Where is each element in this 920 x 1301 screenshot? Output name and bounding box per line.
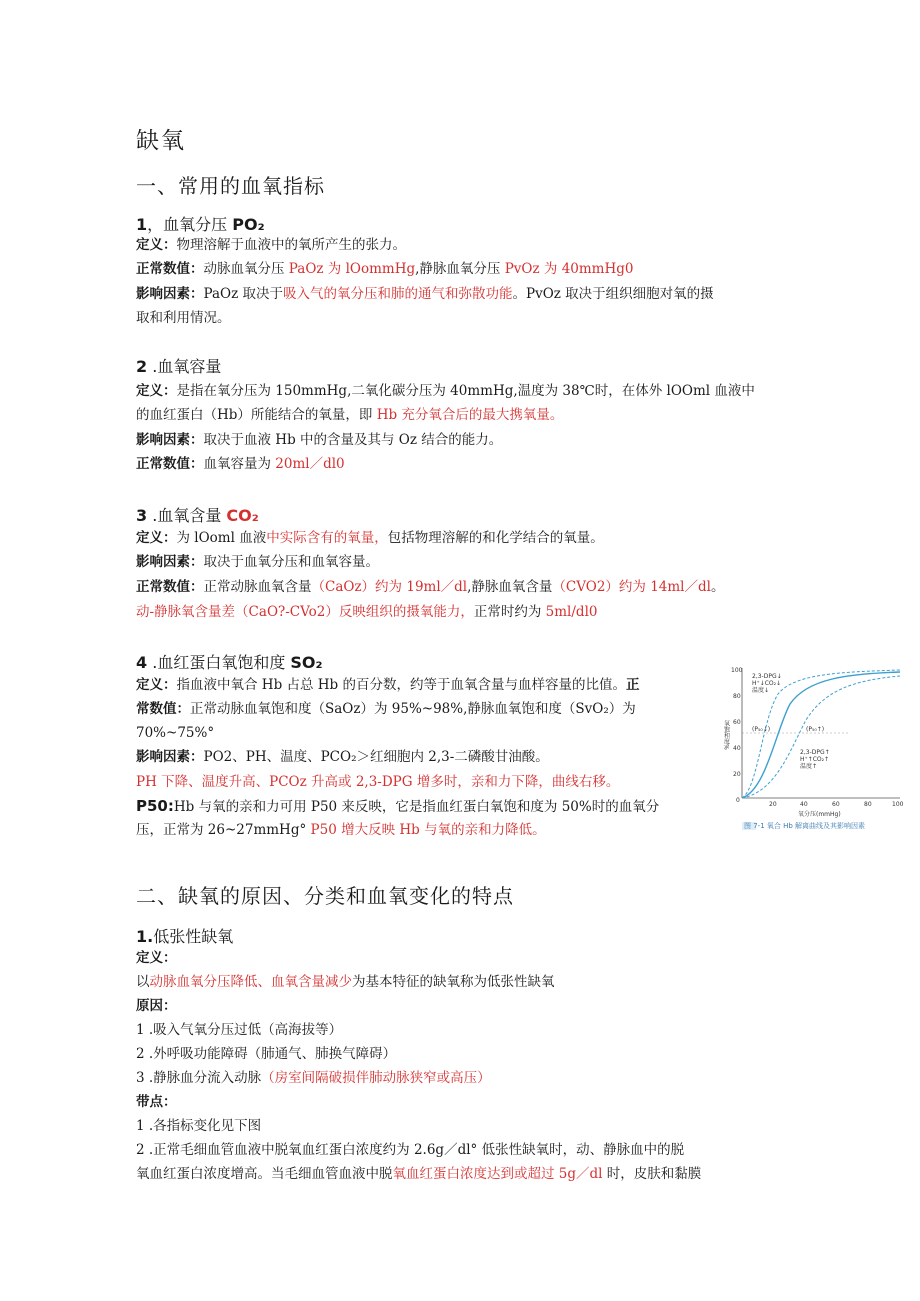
hypotonic-cause-1: 1 .吸入气氧分压过低（高海拔等） [136, 1022, 343, 1038]
content-difference: 动-静脉氧含量差（CaO?-CVo2）反映组织的摄氧能力，正常时约为 5ml/dl0 [136, 604, 598, 620]
po2-definition: 定义：物理溶解于血液中的氧所产生的张力。 [136, 237, 406, 253]
x-tick-40: 40 [800, 801, 808, 808]
y-tick-40: 40 [733, 745, 741, 752]
capacity-definition-cont: 的血红蛋白（Hb）所能结合的氧量，即 Hb 充分氧合后的最大携氧量。 [136, 407, 564, 423]
right-note-3: 温度↑ [800, 763, 818, 770]
so2-heading: 4 .血红蛋白氧饱和度 SO₂ [136, 653, 323, 672]
content-definition: 定义：为 lOoml 血液中实际含有的氧量，包括物理溶解的和化学结合的氧量。 [136, 530, 604, 546]
hypotonic-feature-2: 2 .正常毛细血管血液中脱氧血红蛋白浓度约为 2.6g／dl° 低张性缺氧时，动、静脉血中的脱 [136, 1142, 685, 1158]
x-tick-60: 60 [832, 801, 840, 808]
capacity-definition: 定义：是指在氧分压为 150mmHg,二氧化碳分压为 40mmHg,温度为 38℃时，在体外 lOOml 血液中 [136, 383, 755, 399]
content-normal: 正常数值：正常动脉血氧含量（CaOz）约为 19ml／dl,静脉血氧含量（CVO2）约为 14ml／dl。 [136, 579, 725, 595]
so2-influence: 影响因素：PO2、PH、温度、PCO₂＞红细胞内 2,3-二磷酸甘油酸。 [136, 749, 549, 765]
x-tick-20: 20 [769, 801, 777, 808]
right-note-1: 2,3-DPG↑ [800, 749, 830, 756]
hypotonic-cause-2: 2 .外呼吸功能障碍（肺通气、肺换气障碍） [136, 1046, 397, 1062]
hypotonic-definition: 以动脉血氧分压降低、血氧含量减少为基本特征的缺氧称为低张性缺氧 [136, 974, 555, 990]
y-tick-0: 0 [736, 797, 740, 804]
y-tick-80: 80 [733, 693, 741, 700]
y-tick-100: 100 [731, 667, 743, 674]
so2-p50-cont: 压，正常为 26~27mmHg° P50 增大反映 Hb 与氧的亲和力降低。 [136, 822, 546, 838]
y-axis-label: 氧饱和度% [722, 720, 730, 750]
hypotonic-feature-1: 1 .各指标变化见下图 [136, 1118, 262, 1134]
dissociation-curve-figure [722, 660, 908, 840]
hypotonic-def-label: 定义： [136, 950, 177, 966]
po2-heading: 1，血氧分压 PO₂ [136, 215, 265, 234]
x-axis-label: 氧分压(mmHg) [798, 811, 841, 818]
hypotonic-feature-label: 带点： [136, 1094, 177, 1110]
so2-normal-cont: 70%~75%° [136, 725, 215, 741]
x-tick-80: 80 [864, 801, 872, 808]
left-note-2: H⁺↓CO₂↓ [752, 680, 782, 687]
po2-influence: 影响因素：PaOz 取决于吸入气的氧分压和肺的通气和弥散功能。PvOz 取决于组织细胞对氧的摄 [136, 286, 714, 302]
y-tick-20: 20 [733, 771, 741, 778]
content-heading: 3 .血氧含量 CO₂ [136, 506, 259, 525]
left-note-1: 2,3-DPG↓ [752, 673, 782, 680]
capacity-influence: 影响因素：取决于血液 Hb 中的含量及其与 Oz 结合的能力。 [136, 432, 503, 448]
y-tick-60: 60 [733, 719, 741, 726]
page-title: 缺氧 [136, 128, 186, 154]
capacity-normal: 正常数值：血氧容量为 20ml／dl0 [136, 456, 345, 472]
so2-definition: 定义：指血液中氧合 Hb 占总 Hb 的百分数，约等于血氧含量与血样容量的比值。正 [136, 677, 640, 693]
figure-caption: 图 7-1 氧合 Hb 解离曲线及其影响因素 [744, 822, 866, 830]
hypotonic-cause-label: 原因： [136, 998, 177, 1014]
section1-heading: 一、常用的血氧指标 [136, 174, 325, 198]
so2-normal: 常数值：正常动脉血氧饱和度（SaOz）为 95%~98%,静脉血氧饱和度（SvO₂）为 [136, 701, 636, 717]
content-influence: 影响因素：取决于血氧分压和血氧容量。 [136, 554, 379, 570]
left-note-3: 温度↓ [752, 687, 770, 694]
p50-left-label: (P₅₀↓) [752, 726, 771, 733]
hypotonic-cause-3: 3 .静脉血分流入动脉（房室间隔破损伴肺动脉狭窄或高压） [136, 1070, 491, 1086]
p50-right-label: (P₅₀↑) [806, 726, 825, 733]
section2-heading: 二、缺氧的原因、分类和血氧变化的特点 [136, 884, 514, 908]
po2-influence-cont: 取和利用情况。 [136, 310, 231, 326]
so2-p50: P50:Hb 与氧的亲和力可用 P50 来反映，它是指血红蛋白氧饱和度为 50%时的血氧分 [136, 797, 660, 815]
po2-normal: 正常数值：动脉血氧分压 PaOz 为 lOommHg,静脉血氧分压 PvOz 为 40mmHg0 [136, 261, 634, 277]
hypotonic-feature-3: 氧血红蛋白浓度增高。当毛细血管血液中脱氧血红蛋白浓度达到或超过 5g／dl 时，皮肤和黏膜 [136, 1166, 702, 1182]
x-tick-100: 100 [892, 801, 904, 808]
right-note-2: H⁺↑CO₂↑ [800, 756, 830, 763]
so2-curve-shift: PH 下降、温度升高、PCOz 升高或 2,3-DPG 增多时，亲和力下降，曲线右移。 [136, 774, 620, 790]
hypotonic-heading: 1.低张性缺氧 [136, 927, 234, 946]
capacity-heading: 2 .血氧容量 [136, 357, 222, 376]
